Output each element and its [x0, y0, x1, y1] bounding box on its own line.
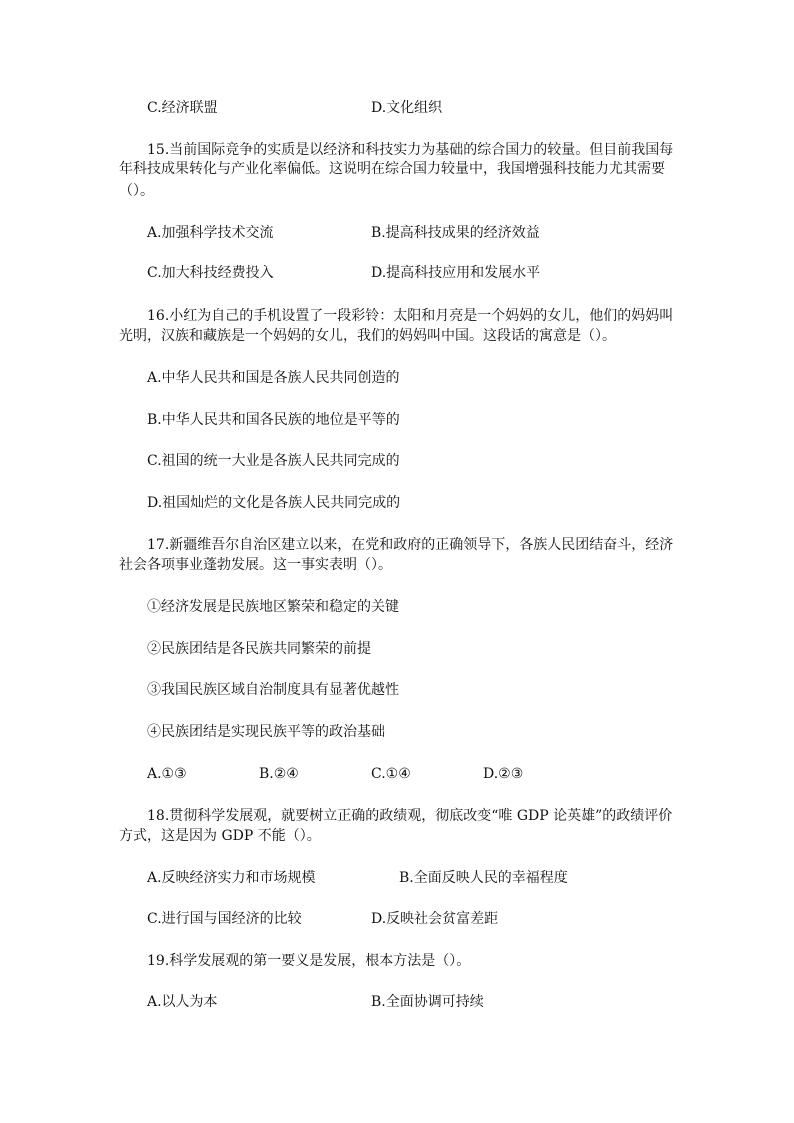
q16-option-a: A.中华人民共和国是各族人民共同创造的 — [147, 370, 400, 386]
q18-option-b: B.全面反映人民的幸福程度 — [399, 870, 568, 886]
q15-stem-line-3: （）。 — [119, 183, 154, 199]
q15-option-a: A.加强科学技术交流 — [147, 225, 274, 241]
q17-item-2: ②民族团结是各民族共同繁荣的前提 — [147, 641, 371, 657]
q17-option-b: B.②④ — [259, 766, 299, 782]
q17-item-4: ④民族团结是实现民族平等的政治基础 — [147, 724, 385, 740]
q17-stem-line-1: 17.新疆维吾尔自治区建立以来，在党和政府的正确领导下，各族人民团结奋斗，经济 — [147, 537, 674, 553]
q19-option-b: B.全面协调可持续 — [371, 994, 484, 1010]
q17-option-a: A.①③ — [147, 766, 187, 782]
q15-option-c: C.加大科技经费投入 — [147, 265, 274, 281]
q18-option-c: C.进行国与国经济的比较 — [147, 911, 302, 927]
q19-option-a: A.以人为本 — [147, 994, 218, 1010]
q17-stem-line-2: 社会各项事业蓬勃发展。这一事实表明（）。 — [119, 557, 392, 573]
q16-option-d: D.祖国灿烂的文化是各族人民共同完成的 — [147, 495, 401, 511]
q15-stem-line-2: 年科技成果转化与产业化率偏低。这说明在综合国力较量中，我国增强科技能力尤其需要 — [119, 161, 665, 177]
q18-stem-line-2: 方式，这是因为 GDP 不能（）。 — [119, 828, 321, 844]
q17-item-1: ①经济发展是民族地区繁荣和稳定的关键 — [147, 599, 399, 615]
q18-option-d: D.反映社会贫富差距 — [371, 911, 499, 927]
q16-option-b: B.中华人民共和国各民族的地位是平等的 — [147, 412, 400, 428]
q16-stem-line-1: 16.小红为自己的手机设置了一段彩铃：太阳和月亮是一个妈妈的女儿，他们的妈妈叫 — [147, 308, 674, 324]
q17-option-c: C.①④ — [371, 766, 411, 782]
q15-option-b: B.提高科技成果的经济效益 — [371, 225, 540, 241]
q16-stem-line-2: 光明，汉族和藏族是一个妈妈的女儿，我们的妈妈叫中国。这段话的寓意是（）。 — [119, 328, 616, 344]
q17-item-3: ③我国民族区域自治制度具有显著优越性 — [147, 682, 399, 698]
q16-option-c: C.祖国的统一大业是各族人民共同完成的 — [147, 453, 400, 469]
q19-stem-line-1: 19.科学发展观的第一要义是发展，根本方法是（）。 — [147, 953, 471, 969]
q18-stem-line-1: 18.贯彻科学发展观，就要树立正确的政绩观，彻底改变“唯 GDP 论英雄”的政绩评价 — [147, 808, 673, 824]
q17-option-d: D.②③ — [483, 766, 524, 782]
q14-option-d: D.文化组织 — [371, 100, 443, 116]
q15-option-d: D.提高科技应用和发展水平 — [371, 265, 541, 281]
q14-option-c: C.经济联盟 — [147, 100, 218, 116]
q15-stem-line-1: 15.当前国际竞争的实质是以经济和科技实力为基础的综合国力的较量。但目前我国每 — [147, 142, 674, 158]
q18-option-a: A.反映经济实力和市场规模 — [147, 870, 316, 886]
